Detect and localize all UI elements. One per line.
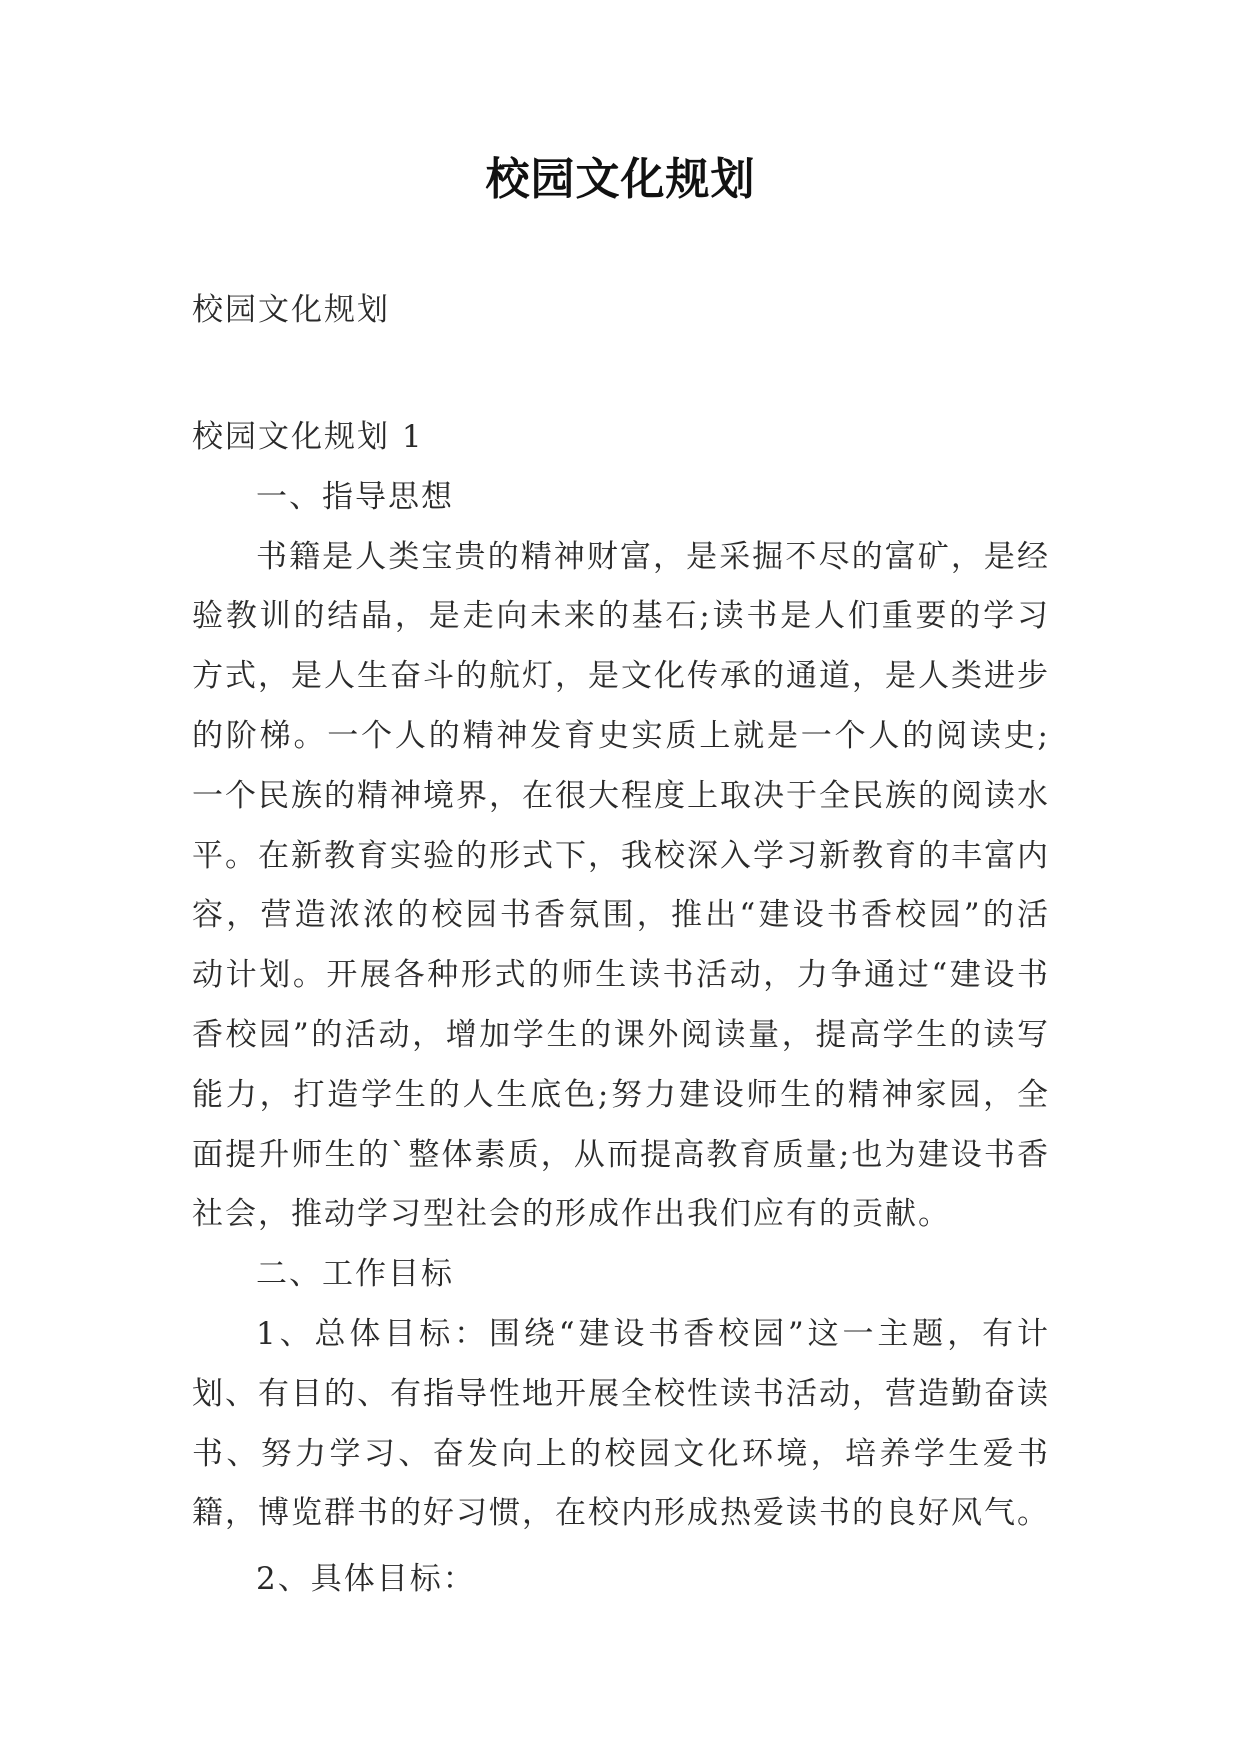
document-title: 校园文化规划 xyxy=(485,154,756,205)
paragraph-specific-goals: 2、具体目标： xyxy=(256,1561,476,1598)
section-heading: 校园文化规划 1 xyxy=(192,419,424,455)
paragraph-guiding-ideology: 书籍是人类宝贵的精神财富，是采掘不尽的富矿，是经验教训的结晶，是走向未来的基石;读书是人们重要的学习方式，是人生奋斗的航灯，是文化传承的通道，是人类进步的阶梯。一个人的精神发育史实质上就是一个人的阅读史;一个民族的精神境界，在很大程度上取决于全民族的阅读水平。在新教育实验的形式下，我校深入学习新教育的丰富内容，营造浓浓的校园书香氛围，推出“建设书香校园”的活动计划。开展各种形式的师生读书活动，力争通过“建设书香校园”的活动，增加学生的课外阅读量，提高学生的读写能力，打造学生的人生底色;努力建设师生的精神家园，全面提升师生的`整体素质，从而提高教育质量;也为建设书香社会，推动学习型社会的形成作出我们应有的贡献。 xyxy=(192,538,1050,1233)
paragraph-overall-goal: 1、总体目标：围绕“建设书香校园”这一主题，有计划、有目的、有指导性地开展全校性读书活动，营造勤奋读书、努力学习、奋发向上的校园文化环境，培养学生爱书籍，博览群书的好习惯，在校内形成热爱读书的良好风气。 xyxy=(192,1315,1050,1532)
document-subtitle: 校园文化规划 xyxy=(192,292,390,328)
heading-work-goals: 二、工作目标 xyxy=(256,1256,454,1293)
document-body xyxy=(192,408,1050,1610)
heading-guiding-ideology: 一、指导思想 xyxy=(256,478,454,515)
